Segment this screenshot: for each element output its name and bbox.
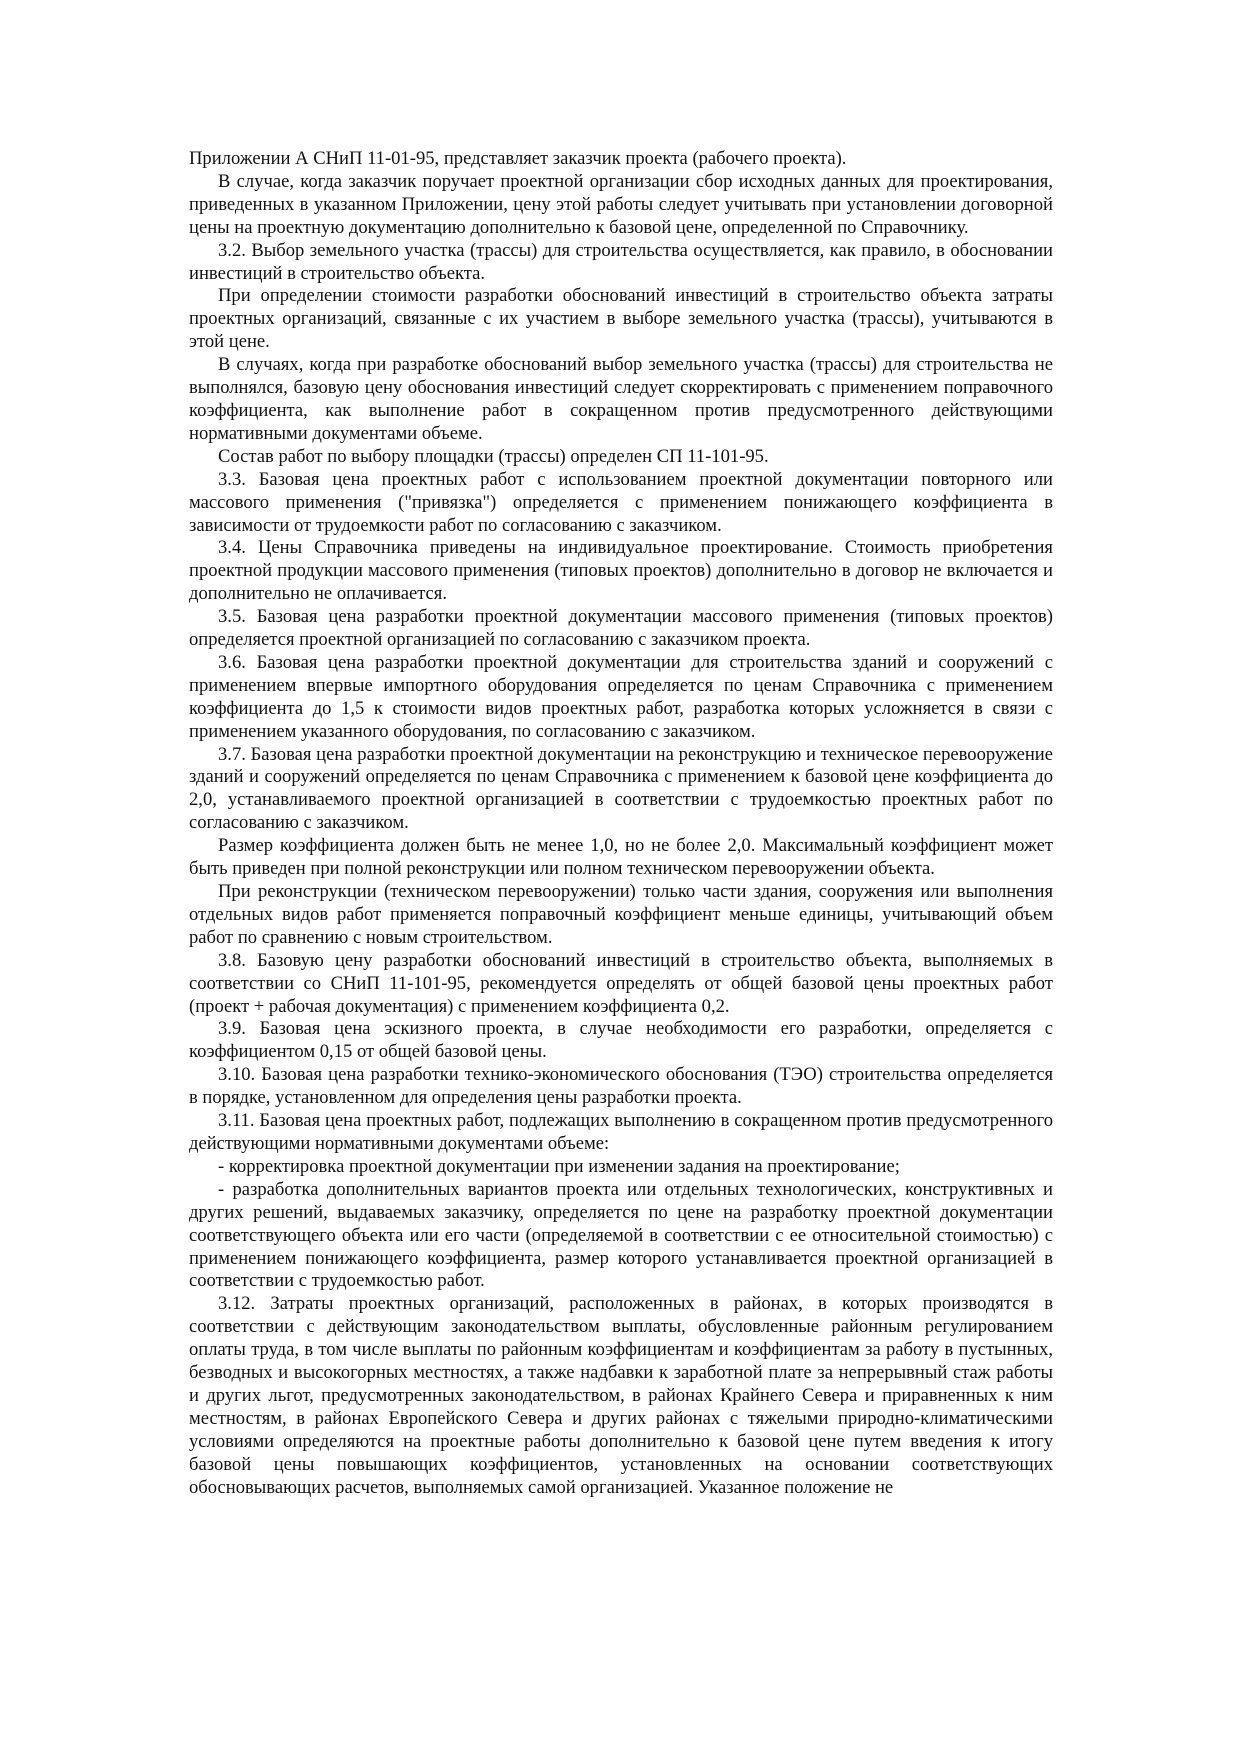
paragraph-3-5: 3.5. Базовая цена разработки проектной документации массового применения (типовых проектов) определяется проектной организацией по согласованию с заказчиком проекта.	[189, 606, 1053, 651]
paragraph-3-2-costs: При определении стоимости разработки обоснований инвестиций в строительство объекта затраты проектных организаций, связанные с их участием в выборе земельного участка (трассы), учитываются в этой цене.	[189, 285, 1053, 353]
document-page	[189, 148, 1053, 1499]
paragraph-3-8: 3.8. Базовую цену разработки обоснований инвестиций в строительство объекта, выполняемых в соответствии со СНиП 11-101-95, рекомендуется определять от общей базовой цены проектных работ (проект + рабочая документация) с применением коэффициента 0,2.	[189, 949, 1053, 1017]
paragraph-continuation: Приложении А СНиП 11-01-95, представляет заказчик проекта (рабочего проекта).	[189, 148, 847, 169]
paragraph-3-9: 3.9. Базовая цена эскизного проекта, в случае необходимости его разработки, определяется с коэффициентом 0,15 от общей базовой цены.	[189, 1018, 1053, 1063]
paragraph-3-12: 3.12. Затраты проектных организаций, расположенных в районах, в которых производятся в соответствии с действующим законодательством выплаты, обусловленные районным регулированием оплаты труда, в том числе выплаты по районным коэффициентам и коэффициентам за работу в пустынных, безводных и высокогорных местностях, а также надбавки к заработной плате за непрерывный стаж работы и других льгот, предусмотренных законодательством, в районах Крайнего Севера и приравненных к ним местностям, в районах Европейского Севера и других районах с тяжелыми природно-климатическими условиями определяются на проектные работы дополнительно к базовой цене путем введения к итогу базовой цены повышающих коэффициентов, установленных на основании соответствующих обосновывающих расчетов, выполняемых самой организацией. Указанное положение не	[189, 1293, 1053, 1498]
paragraph-3-3: 3.3. Базовая цена проектных работ с использованием проектной документации повторного или массового применения ("привязка") определяется с применением понижающего коэффициента в зависимости от трудоемкости работ по согласованию с заказчиком.	[189, 468, 1053, 536]
paragraph-site-selection-scope: Состав работ по выбору площадки (трассы) определен СП 11-101-95.	[218, 445, 769, 467]
paragraph-3-4: 3.4. Цены Справочника приведены на индивидуальное проектирование. Стоимость приобретения проектной продукции массового применения (типовых проектов) дополнительно в договор не включается и дополнительно не оплачивается.	[189, 537, 1053, 605]
paragraph-3-2: 3.2. Выбор земельного участка (трассы) для строительства осуществляется, как правило, в обосновании инвестиций в строительство объекта.	[189, 239, 1053, 284]
list-item-alternatives: - разработка дополнительных вариантов проекта или отдельных технологических, конструктивных и других решений, выдаваемых заказчику, определяется по цене на разработку проектной документации соответствующего объекта или его части (определяемой в соответствии с ее относительной стоимостью) с применением понижающего коэффициента, размер которого устанавливается проектной организацией в соответствии с трудоемкостью работ.	[189, 1178, 1053, 1292]
paragraph-3-2-correction: В случаях, когда при разработке обоснований выбор земельного участка (трассы) для строительства не выполнялся, базовую цену обоснования инвестиций следует скорректировать с применением поправочного коэффициента, как выполнение работ в сокращенном против предусмотренного действующими нормативными документами объеме.	[189, 354, 1053, 444]
paragraph-3-7: 3.7. Базовая цена разработки проектной документации на реконструкцию и техническое перевооружение зданий и сооружений определяется по ценам Справочника с применением к базовой цене коэффициента до 2,0, устанавливаемого проектной организацией в соответствии с трудоемкостью проектных работ по согласованию с заказчиком.	[189, 743, 1053, 834]
paragraph-3-6: 3.6. Базовая цена разработки проектной документации для строительства зданий и сооружений с применением впервые импортного оборудования определяется по ценам Справочника с применением коэффициента до 1,5 к стоимости видов проектных работ, разработка которых усложняется в связи с применением указанного оборудования, по согласованию с заказчиком.	[189, 651, 1053, 742]
paragraph-partial-reconstruction: При реконструкции (техническом перевооружении) только части здания, сооружения или выполнения отдельных видов работ применяется поправочный коэффициент меньше единицы, учитывающий объем работ по сравнению с новым строительством.	[189, 881, 1053, 948]
paragraph-coefficient-range: Размер коэффициента должен быть не менее 1,0, но не более 2,0. Максимальный коэффициент может быть приведен при полной реконструкции или полном техническом перевооружении объекта.	[189, 835, 1053, 880]
paragraph-initial-data-collection: В случае, когда заказчик поручает проектной организации сбор исходных данных для проектирования, приведенных в указанном Приложении, цену этой работы следует учитывать при установлении договорной цены на проектную документацию дополнительно к базовой цене, определенной по Справочнику.	[189, 170, 1053, 238]
paragraph-3-11: 3.11. Базовая цена проектных работ, подлежащих выполнению в сокращенном против предусмотренного действующими нормативными документами объеме:	[189, 1110, 1053, 1154]
list-item-correction: - корректировка проектной документации при изменении задания на проектирование;	[218, 1155, 900, 1177]
paragraph-3-10: 3.10. Базовая цена разработки технико-экономического обоснования (ТЭО) строительства определяется в порядке, установленном для определения цены разработки проекта.	[189, 1064, 1053, 1109]
